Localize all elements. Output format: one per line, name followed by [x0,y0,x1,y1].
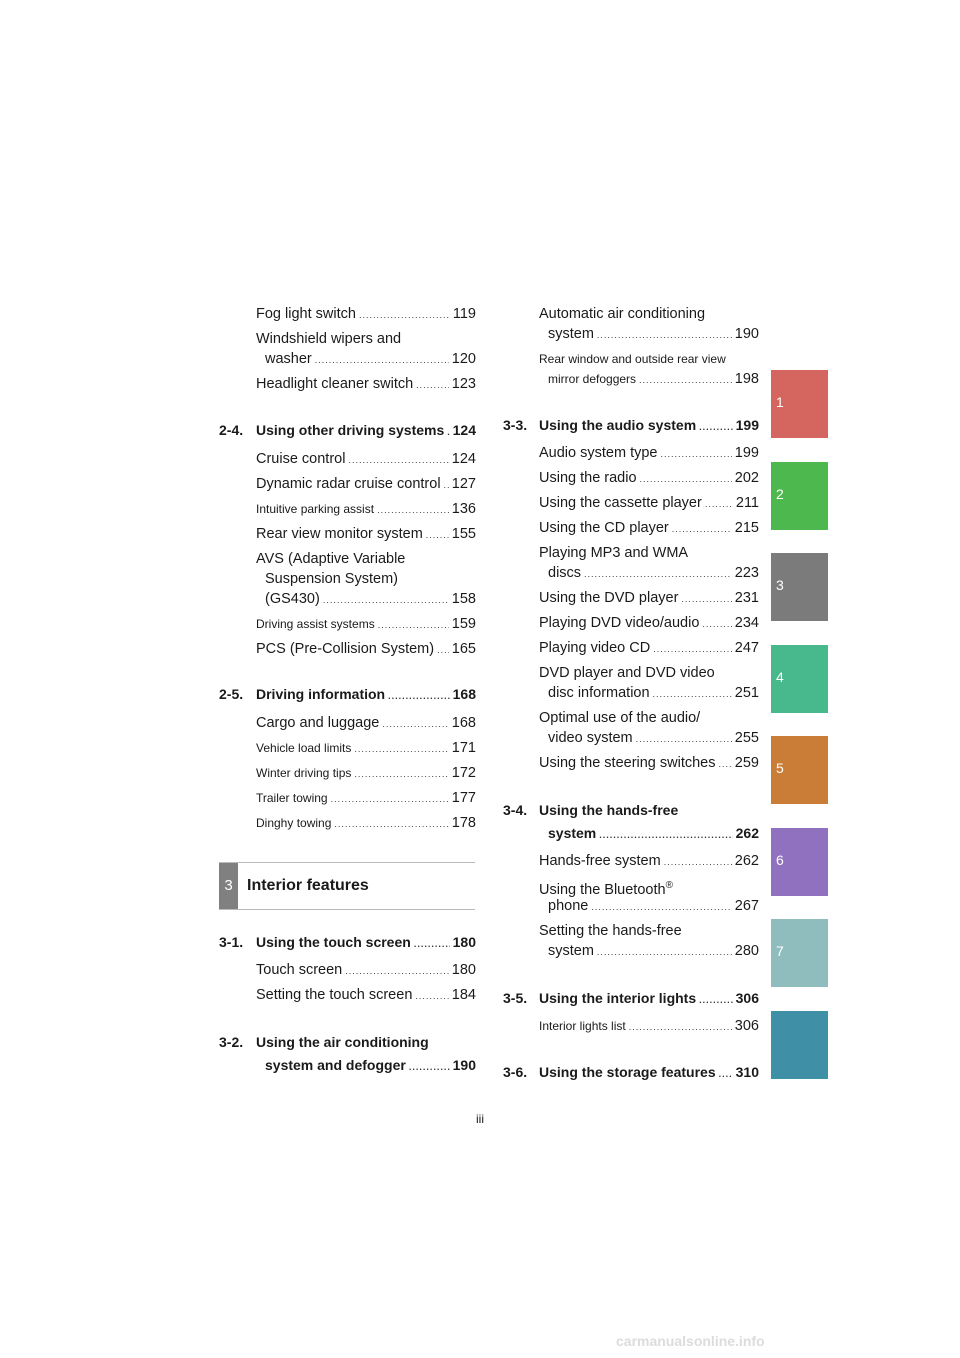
toc-entry-defoggers[interactable]: mirror defoggers ..... 198 [548,369,759,390]
section-number-3-6: 3-6. [503,1064,528,1080]
section-number-3-4: 3-4. [503,802,528,818]
toc-entry-auto-ac-line1: Automatic air conditioning [539,306,706,322]
toc-section-3-4-line1: Using the hands-free [539,802,679,818]
toc-entry-headlight-cleaner[interactable]: Headlight cleaner switch ..... 123 [256,374,476,395]
toc-entry-trailer[interactable]: Trailer towing ..... 177 [256,788,476,809]
toc-section-2-4[interactable]: Using other driving systems ..... 124 [256,420,476,442]
toc-entry-video-cd[interactable]: Playing video CD ..... 247 [539,638,759,659]
toc-entry-dvd-info[interactable]: disc information ..... 251 [548,683,759,704]
toc-entry-hands-free[interactable]: Hands-free system ..... 262 [539,851,759,872]
toc-entry-cargo[interactable]: Cargo and luggage ..... 168 [256,713,476,734]
toc-entry-lights-list[interactable]: Interior lights list ..... 306 [539,1016,759,1037]
section-number-2-5: 2-5. [219,686,244,702]
toc-section-3-2-line1: Using the air conditioning [256,1034,429,1050]
toc-entry-cruise-control[interactable]: Cruise control ..... 124 [256,449,476,470]
chapter-title: Interior features [247,877,369,894]
toc-entry-audio-type[interactable]: Audio system type ..... 199 [539,443,759,464]
chapter-number: 3 [219,863,238,909]
toc-entry-setting-hf-line1: Setting the hands-free [539,923,682,939]
toc-entry-cassette[interactable]: Using the cassette player ..... 211 [539,493,759,514]
toc-entry-dvd-video[interactable]: Playing DVD video/audio ..... 234 [539,613,759,634]
toc-entry-defoggers-line1: Rear window and outside rear view [539,352,726,366]
section-number-3-1: 3-1. [219,934,244,950]
toc-entry-touch-screen[interactable]: Touch screen ..... 180 [256,960,476,981]
chapter-tab-7[interactable]: 7 [771,919,828,987]
toc-entry-radio[interactable]: Using the radio ..... 202 [539,468,759,489]
toc-entry-optimal[interactable]: video system ..... 255 [548,728,759,749]
chapter-tab-index[interactable] [771,1011,828,1079]
toc-entry-dinghy[interactable]: Dinghy towing ..... 178 [256,813,476,834]
chapter-tab-5[interactable]: 5 [771,736,828,804]
section-number-2-4: 2-4. [219,422,244,438]
toc-entry-wipers[interactable]: washer ..... 120 [265,349,476,370]
toc-section-2-5[interactable]: Driving information ..... 168 [256,684,476,706]
toc-entry-optimal-line1: Optimal use of the audio/ [539,710,701,726]
toc-entry-load-limits[interactable]: Vehicle load limits ..... 171 [256,738,476,759]
toc-entry-cd[interactable]: Using the CD player ..... 215 [539,518,759,539]
chapter-tab-2[interactable]: 2 [771,462,828,530]
toc-entry-parking-assist[interactable]: Intuitive parking assist ..... 136 [256,499,476,520]
toc-entry-mp3-line1: Playing MP3 and WMA [539,545,689,561]
toc-section-3-4[interactable]: system ..... 262 [548,823,759,845]
toc-entry-fog-light[interactable]: Fog light switch ..... 119 [256,304,476,325]
toc-entry-dvd-player[interactable]: Using the DVD player ..... 231 [539,588,759,609]
toc-entry-driving-assist[interactable]: Driving assist systems ..... 159 [256,614,476,635]
toc-entry-dynamic-radar[interactable]: Dynamic radar cruise control ..... 127 [256,474,476,495]
chapter-tab-4[interactable]: 4 [771,645,828,713]
toc-entry-auto-ac[interactable]: system ..... 190 [548,324,759,345]
toc-section-3-6[interactable]: Using the storage features ..... 310 [539,1062,759,1084]
toc-entry-setting-touch[interactable]: Setting the touch screen ..... 184 [256,985,476,1006]
toc-entry-wipers-line1: Windshield wipers and [256,331,402,347]
toc-entry-bluetooth[interactable]: phone ..... 267 [548,896,759,917]
chapter-tab-1[interactable]: 1 [771,370,828,438]
toc-section-3-1[interactable]: Using the touch screen ..... 180 [256,932,476,954]
chapter-tab-6[interactable]: 6 [771,828,828,896]
toc-entry-steering[interactable]: Using the steering switches ..... 259 [539,753,759,774]
section-number-3-3: 3-3. [503,417,528,433]
toc-section-3-3[interactable]: Using the audio system ..... 199 [539,415,759,437]
registered-mark: ® [665,880,673,891]
toc-entry-avs-line2: Suspension System) [265,571,398,587]
section-number-3-5: 3-5. [503,990,528,1006]
toc-entry-setting-hf[interactable]: system ..... 280 [548,941,759,962]
chapter-header[interactable] [219,862,475,910]
toc-entry-rear-view[interactable]: Rear view monitor system ..... 155 [256,524,476,545]
toc-entry-winter[interactable]: Winter driving tips ..... 172 [256,763,476,784]
toc-entry-pcs[interactable]: PCS (Pre-Collision System) ..... 165 [256,639,476,660]
toc-entry-dvd-info-line1: DVD player and DVD video [539,665,715,681]
toc-section-3-5[interactable]: Using the interior lights ..... 306 [539,988,759,1010]
toc-entry-mp3[interactable]: discs ..... 223 [548,563,759,584]
toc-entry-avs-line1: AVS (Adaptive Variable [256,551,406,567]
section-number-3-2: 3-2. [219,1034,244,1050]
toc-entry-bluetooth-line1: Using the Bluetooth® [539,880,673,898]
toc-entry-avs[interactable]: (GS430) ..... 158 [265,589,476,610]
page-number: iii [476,1112,484,1126]
toc-section-3-2[interactable]: system and defogger ..... 190 [265,1055,476,1077]
chapter-tab-3[interactable]: 3 [771,553,828,621]
watermark: carmanualsonline.info [616,1333,765,1349]
